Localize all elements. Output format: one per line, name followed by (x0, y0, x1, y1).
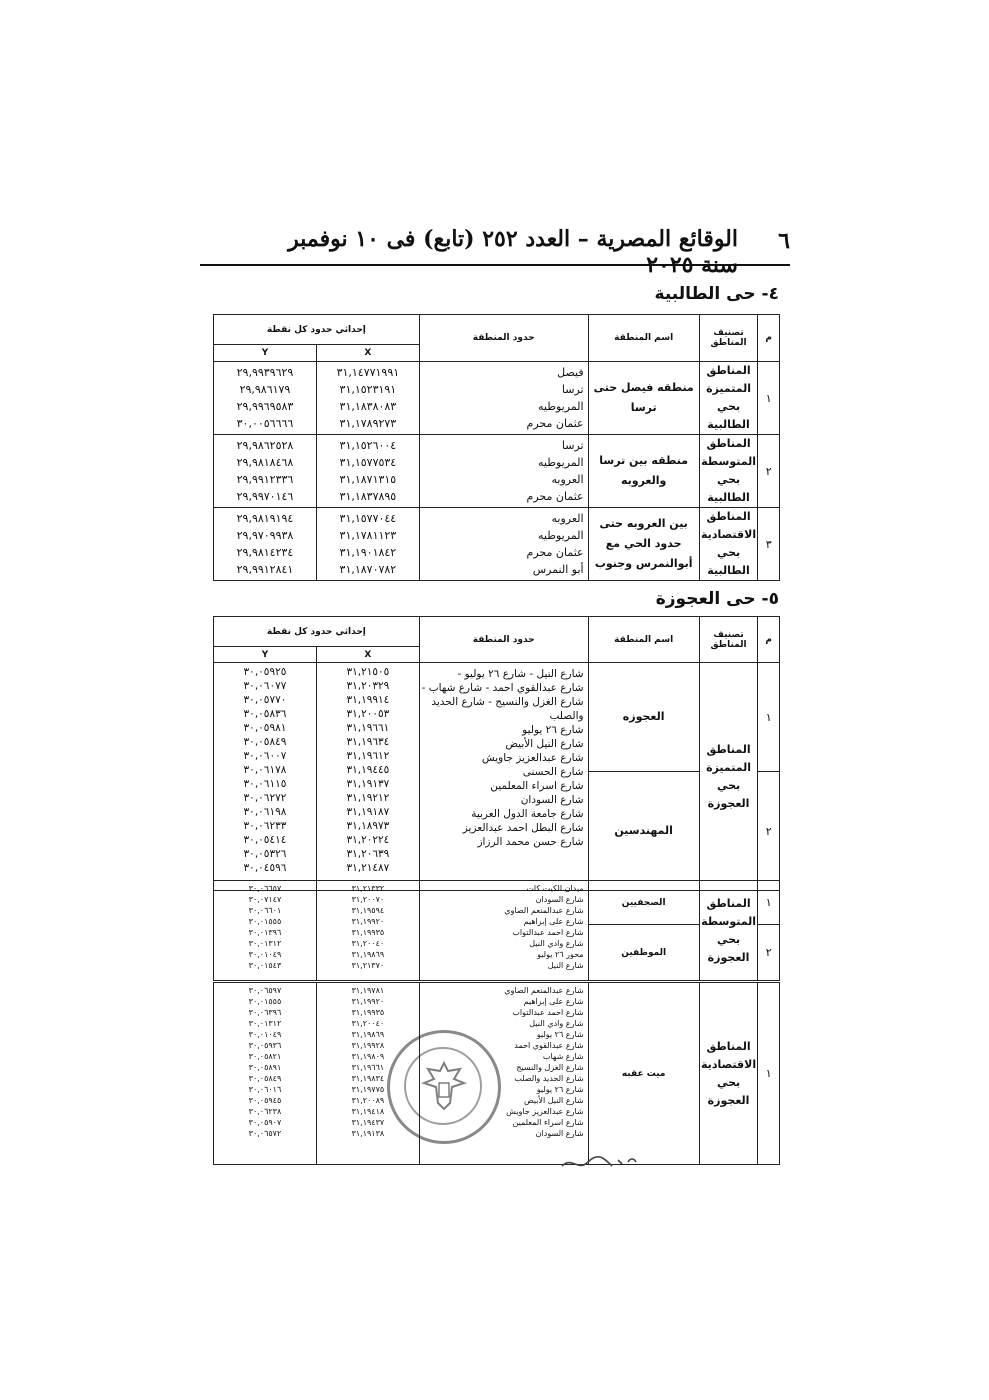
y-value: ٣٠,٠١٠٤٩ (248, 1030, 282, 1039)
col-boundaries: حدود المنطقة (419, 315, 588, 362)
y-value: ٣٠,٠٦٢٣٣ (243, 820, 287, 832)
y-value: ٣٠,٠٥٨٤٩ (243, 736, 287, 748)
x-value: ٣١,١٩٠١٨٤٢ (339, 546, 397, 559)
area-name-cell: ميت عقبه (588, 983, 699, 1165)
y-value: ٣٠,٠٦١٧٨ (243, 764, 287, 776)
boundaries-cell (419, 881, 588, 981)
x-value: ٣١,١٩٩٣٥ (351, 928, 385, 937)
classification-cell: المناطق الاقتصادية بحي الطالبية (699, 508, 758, 581)
row-number: ٢ (758, 435, 780, 508)
row-number: ٢ (758, 772, 780, 891)
x-value: ٣١,٢١٣٧٠ (351, 961, 385, 970)
y-cell (214, 435, 317, 508)
x-value: ٣١,١٨٧٠٧٨٢ (339, 563, 397, 576)
y-cell (214, 508, 317, 581)
y-value: ٢٩,٩٩٧٠١٤٦ (236, 490, 294, 503)
boundary-item: شارع ٢٦ يوليو (522, 724, 584, 736)
area-name-cell: منطقه فيصل حتى ترسا (588, 362, 699, 435)
boundary-item: شارع حسن محمد الرزاز (477, 836, 584, 848)
y-value: ٢٩,٩٨١٨٤٦٨ (236, 456, 294, 469)
y-value: ٢٩,٩٩٣٩٦٢٩ (236, 366, 294, 379)
y-value: ٣٠,٠٦٠١٦ (248, 1085, 282, 1094)
col-x: X (316, 647, 419, 663)
col-boundaries: حدود المنطقة (419, 617, 588, 663)
section5-table-top (213, 616, 780, 891)
x-value: ٣١,١٩٦٦١ (346, 722, 390, 734)
y-value: ٢٩,٩٧٠٩٩٣٨ (236, 529, 294, 542)
x-value: ٣١,٢١٣٣٢ (351, 884, 385, 893)
classification-cell: المناطق المتميزة بحي العجوزة (699, 663, 758, 891)
boundaries-cell (419, 508, 588, 581)
boundary-item: شارع على إبراهيم (523, 997, 584, 1006)
boundary-item: شارع احمد عبدالتواب (512, 1008, 584, 1017)
y-value: ٣٠,٠٥٣٢٦ (243, 848, 287, 860)
x-cell (316, 663, 419, 891)
classification-cell: المناطق المتوسطة بحي الطالبية (699, 435, 758, 508)
col-area-name: اسم المنطقة (588, 617, 699, 663)
boundaries-cell (419, 362, 588, 435)
x-value: ٣١,١٨٣٨٠٨٣ (339, 400, 397, 413)
x-value: ٣١,١٥٧٧٥٣٤ (339, 456, 397, 469)
y-value: ٣٠,٠٦٢٧٢ (243, 792, 287, 804)
table-row (214, 508, 780, 581)
boundaries-cell (419, 435, 588, 508)
y-value: ٣٠,٠٥٩٣٦ (248, 1041, 282, 1050)
table-row (214, 435, 780, 508)
boundary-item: شارع السودان (535, 1129, 584, 1138)
boundary-item: ترسا (561, 439, 584, 452)
boundary-item: عثمان محرم (526, 490, 584, 503)
classification-cell: المناطق المتميزة بحي الطالبية (699, 362, 758, 435)
boundary-item: شارع النيل - شارع ٢٦ يوليو - (457, 668, 584, 680)
x-value: ٣١,٢٠٠٧٠ (351, 895, 385, 904)
y-value: ٣٠,٠١٣٩٦ (248, 928, 282, 937)
boundary-item: شارع وادي النيل (529, 939, 584, 948)
eagle-emblem-icon (420, 1059, 468, 1113)
official-seal-stamp (387, 1030, 501, 1144)
x-value: ٣١,١٩٩٢٠ (351, 997, 385, 1006)
col-classification: تصنيف المناطق (699, 617, 758, 663)
y-value: ٢٩,٩٨٦١٧٩ (239, 383, 291, 396)
y-value: ٢٩,٩٩١٢٨٤١ (236, 563, 294, 576)
boundary-item: عثمان محرم (526, 546, 584, 559)
x-value: ٣١,١٩١٣٧ (346, 778, 390, 790)
x-value: ٣١,١٩٨٦٩ (351, 1030, 385, 1039)
boundary-item: شارع ٢٦ يوليو (536, 1085, 584, 1094)
x-cell (316, 435, 419, 508)
boundary-item: شارع اسراء المعلمين (512, 1118, 584, 1127)
boundary-item: محور ٢٦ يوليو (537, 950, 584, 959)
boundary-item: شارع شهاب (542, 1052, 584, 1061)
row-number: ١ (758, 983, 780, 1165)
y-value: ٣٠,٠١٥٥٥ (248, 917, 282, 926)
col-m: م (758, 315, 780, 362)
x-value: ٣١,١٩٩١٤ (346, 694, 390, 706)
y-value: ٣٠,٠٥٤١٤ (243, 834, 287, 846)
boundary-item: فيصل (557, 366, 584, 379)
boundary-item: شارع عبدالعزيز جاويش (506, 1107, 584, 1116)
boundary-item: شارع عبدالمنعم الصاوي (504, 906, 584, 915)
signature-scribble (560, 1152, 640, 1174)
section4-table (213, 314, 780, 581)
y-value: ٣٠,٠٦١٩٨ (243, 806, 287, 818)
x-value: ٣١,١٥٢٣١٩١ (339, 383, 397, 396)
gazette-title: الوقائع المصرية – العدد ٢٥٢ (تابع) فى ١٠ نوفمبر سنة ٢٠٢٥ (288, 226, 738, 278)
x-value: ٣١,١٩٧٧٥ (351, 1085, 385, 1094)
y-cell (214, 983, 317, 1165)
boundary-item: المريوطيه (538, 529, 584, 542)
y-value: ٣٠,٠٦٢٣٨ (248, 1107, 282, 1116)
x-value: ٣١,١٩٦١٢ (346, 750, 390, 762)
x-value: ٣١,١٩٤١٨ (351, 1107, 385, 1116)
x-value: ٣١,١٩٩٢٨ (351, 1041, 385, 1050)
col-y: Y (214, 345, 317, 362)
x-value: ٣١,١٥٢٦٠٠٤ (339, 439, 397, 452)
x-value: ٣١,١٨٣٧٨٩٥ (339, 490, 397, 503)
header-rule (200, 264, 790, 266)
boundary-item: والصلب (549, 710, 584, 722)
y-value: ٣٠,٠٠٥٦٦٦٦ (236, 417, 294, 430)
x-value: ٣١,١٨٧١٣١٥ (339, 473, 397, 486)
boundaries-cell (419, 663, 588, 891)
boundary-item: العروبه (551, 512, 584, 525)
col-m: م (758, 617, 780, 663)
boundary-item: شارع احمد عبدالتواب (512, 928, 584, 937)
col-coords: إحداثي حدود كل نقطة (214, 315, 420, 345)
boundary-item: عثمان محرم (526, 417, 584, 430)
boundary-item: شارع النيل الأبيض (505, 738, 584, 750)
x-value: ٣١,٢٠٢٢٤ (346, 834, 390, 846)
y-cell (214, 362, 317, 435)
x-value: ٣١,٢٠٠٤٠ (351, 939, 385, 948)
section4-title: ٤- حى الطالبية (654, 284, 779, 304)
y-value: ٣٠,٠١٣١٢ (248, 939, 282, 948)
table-row (214, 881, 780, 925)
boundary-item: شارع على إبراهيم (523, 917, 584, 926)
boundary-item: شارع وادي النيل (529, 1019, 584, 1028)
y-value: ٣٠,٠٥٩٤٥ (248, 1096, 282, 1105)
boundary-item: شارع النيل الأبيض (523, 1096, 584, 1105)
y-value: ٣٠,٠٤٥٩٦ (243, 862, 287, 874)
area-name-cell: بين العروبه حتى حدود الحي مع أبوالنمرس وجنوب (588, 508, 699, 581)
x-value: ٣١,٢١٤٨٧ (346, 862, 390, 874)
y-value: ٣٠,٠٧١٤٧ (248, 895, 282, 904)
y-value: ٢٩,٩٨١٤٢٣٤ (236, 546, 294, 559)
boundary-item: شارع ٢٦ يوليو (536, 1030, 584, 1039)
page-number: ٦ (778, 228, 790, 254)
y-value: ٣٠,٠٥٨٤٩ (248, 1074, 282, 1083)
x-value: ٣١,١٧٨١١٢٣ (339, 529, 397, 542)
area-name-cell: الصحفيين (588, 881, 699, 925)
x-value: ٣١,١٩١٣٨ (351, 1129, 385, 1138)
y-value: ٣٠,٠٥٨٢١ (248, 1052, 282, 1061)
x-value: ٣١,١٩٨٠٩ (351, 1052, 385, 1061)
boundary-item: ميدان الكيت كات (526, 884, 584, 893)
y-value: ٣٠,٠٦٦٠١ (248, 906, 282, 915)
x-cell (316, 508, 419, 581)
y-cell (214, 881, 317, 981)
boundary-item: شارع عبدالمنعم الصاوي (504, 986, 584, 995)
y-value: ٣٠,٠٦٦٥٧ (248, 884, 282, 893)
classification-cell: المناطق الاقتصادية بحي العجوزة (699, 983, 758, 1165)
row-number: ٢ (758, 925, 780, 981)
boundary-item: شارع السودان (535, 895, 584, 904)
x-cell (316, 881, 419, 981)
boundary-item: العروبه (551, 473, 584, 486)
boundary-item: المريوطيه (538, 400, 584, 413)
col-classification: تصنيف المناطق (699, 315, 758, 362)
boundary-item: ترسا (561, 383, 584, 396)
x-value: ٣١,١٩٤٣٧ (351, 1118, 385, 1127)
section5-title: ٥- حى العجوزة (655, 589, 779, 609)
y-value: ٢٩,٩٨١٩١٩٤ (236, 512, 294, 525)
y-value: ٣٠,٠٥٧٧٠ (243, 694, 287, 706)
y-value: ٣٠,٠٥٩٠٧ (248, 1118, 282, 1127)
x-value: ٣١,١٩٤٤٥ (346, 764, 390, 776)
x-value: ٣١,١٤٧٧١٩٩١ (336, 366, 400, 379)
table-row (214, 663, 780, 772)
y-value: ٣٠,٠٦١١٥ (243, 778, 287, 790)
x-value: ٣١,١٩٦٣٤ (346, 736, 390, 748)
x-value: ٣١,١٩٥٩٤ (351, 906, 385, 915)
boundary-item: شارع الغزل والنسيج (516, 1063, 584, 1072)
area-name-cell: العجوزه (588, 663, 699, 772)
x-value: ٣١,١٩٧٨١ (351, 986, 385, 995)
row-number: ١ (758, 881, 780, 925)
x-value: ٣١,٢٠٠٥٣ (346, 708, 390, 720)
y-value: ٣٠,٠٥٨٩١ (248, 1063, 282, 1072)
y-cell (214, 663, 317, 891)
x-value: ٣١,١٩٨٣٤ (351, 1074, 385, 1083)
y-value: ٣٠,٠٦٥٧٢ (248, 1129, 282, 1138)
table-row (214, 362, 780, 435)
y-value: ٣٠,٠٦٠٠٧ (243, 750, 287, 762)
y-value: ٣٠,٠٥٩٢٥ (243, 666, 287, 678)
boundary-item: شارع البطل احمد عبدالعزيز (462, 822, 584, 834)
x-value: ٣١,١٨٩٧٣ (346, 820, 390, 832)
y-value: ٣٠,٠١٠٤٩ (248, 950, 282, 959)
boundary-item: شارع اسراء المعلمين (490, 780, 584, 792)
row-number: ٣ (758, 508, 780, 581)
y-value: ٣٠,٠١٣١٢ (248, 1019, 282, 1028)
area-name-cell: منطقه بين ترسا والعروبه (588, 435, 699, 508)
y-value: ٢٩,٩٨٦٢٥٢٨ (236, 439, 294, 452)
boundary-item: شارع عبدالقوي احمد - شارع شهاب - (421, 682, 584, 694)
x-value: ٣١,١٩٩٢٠ (351, 917, 385, 926)
boundary-item: شارع عبدالقوي احمد (514, 1041, 584, 1050)
boundary-item: أبو النمرس (532, 563, 584, 576)
x-value: ٣١,١٩٨٦٩ (351, 950, 385, 959)
x-value: ٣١,٢٠٠٨٩ (351, 1096, 385, 1105)
page-header (200, 222, 790, 278)
boundary-item: شارع عبدالعزيز جاويش (481, 752, 584, 764)
boundary-item: شارع جامعة الدول العربية (471, 808, 584, 820)
x-value: ٣١,٢٠٦٣٩ (346, 848, 390, 860)
y-value: ٣٠,٠٦٣٩٦ (248, 1008, 282, 1017)
x-value: ٣١,١٩٢١٢ (346, 792, 390, 804)
col-coords: إحداثي حدود كل نقطة (214, 617, 420, 647)
y-value: ٣٠,٠١٥٤٣ (248, 961, 282, 970)
boundary-item: شارع النيل (547, 961, 584, 970)
col-y: Y (214, 647, 317, 663)
y-value: ٣٠,٠٥٨٣٦ (243, 708, 287, 720)
x-value: ٣١,١٩٩٣٥ (351, 1008, 385, 1017)
x-value: ٣١,٢٠٠٤٠ (351, 1019, 385, 1028)
boundary-item: شارع الحديد والصلب (514, 1074, 584, 1083)
col-area-name: اسم المنطقة (588, 315, 699, 362)
boundary-item: شارع الحسنى (522, 766, 584, 778)
col-x: X (316, 345, 419, 362)
x-value: ٣١,٢٠٣٢٩ (346, 680, 390, 692)
section5-table-middle (213, 880, 780, 981)
row-number: ١ (758, 362, 780, 435)
x-cell (316, 362, 419, 435)
y-value: ٢٩,٩٩١٢٣٣٦ (236, 473, 294, 486)
x-value: ٣١,١٧٨٩٢٧٣ (339, 417, 397, 430)
x-value: ٣١,١٩٦٦١ (351, 1063, 385, 1072)
area-name-cell: الموظفين (588, 925, 699, 981)
x-value: ٣١,١٥٧٧٠٤٤ (339, 512, 397, 525)
x-value: ٣١,٢١٥٠٥ (346, 666, 390, 678)
area-name-cell: المهندسين (588, 772, 699, 891)
row-number: ١ (758, 663, 780, 772)
y-value: ٣٠,٠٦٠٧٧ (243, 680, 287, 692)
y-value: ٣٠,٠١٥٥٥ (248, 997, 282, 1006)
x-value: ٣١,١٩١٨٧ (346, 806, 390, 818)
boundary-item: شارع الغزل والنسيج - شارع الحديد (431, 696, 584, 708)
boundary-item: شارع السودان (520, 794, 584, 806)
classification-cell: المناطق المتوسطة بحي العجوزة (699, 881, 758, 981)
y-value: ٢٩,٩٩٦٩٥٨٣ (236, 400, 294, 413)
boundary-item: المريوطيه (538, 456, 584, 469)
y-value: ٣٠,٠٥٩٨١ (243, 722, 287, 734)
y-value: ٣٠,٠٦٥٩٧ (248, 986, 282, 995)
